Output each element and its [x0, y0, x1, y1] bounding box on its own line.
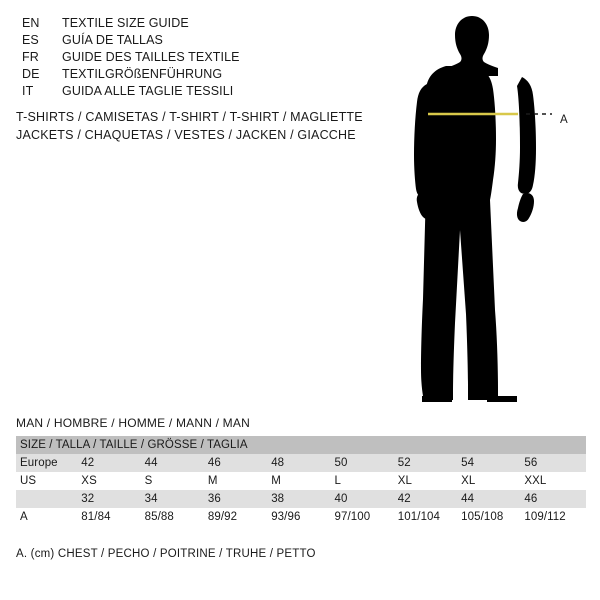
language-code: DE [22, 67, 40, 81]
table-cell: XS [79, 472, 142, 490]
table-cell: 105/108 [459, 508, 522, 526]
table-cell: 44 [459, 490, 522, 508]
table-row [16, 472, 586, 490]
language-row [22, 33, 362, 50]
language-code: IT [22, 84, 34, 98]
category-headings [16, 110, 376, 146]
table-cell: S [143, 472, 206, 490]
language-list [22, 16, 362, 101]
language-row [22, 84, 362, 101]
table-cell: 36 [206, 490, 269, 508]
table-cell: 54 [459, 454, 522, 472]
language-text: GUIDE DES TAILLES TEXTILE [62, 50, 240, 64]
table-cell: 48 [269, 454, 332, 472]
table-cell: 97/100 [332, 508, 395, 526]
language-row [22, 67, 362, 84]
language-text: TEXTILE SIZE GUIDE [62, 16, 189, 30]
language-text: GUIDA ALLE TAGLIE TESSILI [62, 84, 234, 98]
callout-label-a: A [560, 114, 569, 126]
language-code: EN [22, 16, 40, 30]
language-row [22, 16, 362, 33]
table-cell: 46 [206, 454, 269, 472]
category-jackets: JACKETS / CHAQUETAS / VESTES / JACKEN / GIACCHE [16, 128, 356, 142]
table-cell: XL [396, 472, 459, 490]
table-cell: 93/96 [269, 508, 332, 526]
table-cell: 38 [269, 490, 332, 508]
table-cell: M [206, 472, 269, 490]
size-table-section [16, 416, 586, 526]
language-text: TEXTILGRÖßENFÜHRUNG [62, 67, 223, 81]
table-cell: 50 [332, 454, 395, 472]
table-row [16, 508, 586, 526]
row-label [16, 490, 79, 508]
table-cell: 32 [79, 490, 142, 508]
table-cell: 44 [143, 454, 206, 472]
row-label: US [16, 472, 79, 490]
table-cell: 46 [522, 490, 586, 508]
table-cell: M [269, 472, 332, 490]
table-cell: XXL [522, 472, 586, 490]
table-cell: 34 [143, 490, 206, 508]
table-cell: 42 [79, 454, 142, 472]
language-text: GUÍA DE TALLAS [62, 33, 163, 47]
language-code: ES [22, 33, 39, 47]
language-code: FR [22, 50, 39, 64]
table-cell: XL [459, 472, 522, 490]
table-cell: 40 [332, 490, 395, 508]
table-cell: L [332, 472, 395, 490]
table-header-row [16, 436, 586, 454]
table-header-label: SIZE / TALLA / TAILLE / GRÖSSE / TAGLIA [16, 436, 586, 454]
language-row [22, 50, 362, 67]
table-row [16, 454, 586, 472]
row-label: Europe [16, 454, 79, 472]
table-cell: 101/104 [396, 508, 459, 526]
footnote: A. (cm) CHEST / PECHO / POITRINE / TRUHE / PETTO [16, 548, 316, 560]
table-cell: 89/92 [206, 508, 269, 526]
table-cell: 52 [396, 454, 459, 472]
table-cell: 85/88 [143, 508, 206, 526]
table-cell: 81/84 [79, 508, 142, 526]
row-label: A [16, 508, 79, 526]
body-figure [400, 8, 600, 408]
category-tshirts: T-SHIRTS / CAMISETAS / T-SHIRT / T-SHIRT / MAGLIETTE [16, 110, 363, 124]
table-row [16, 490, 586, 508]
table-cell: 56 [522, 454, 586, 472]
table-cell: 42 [396, 490, 459, 508]
male-silhouette-icon [400, 8, 600, 408]
table-cell: 109/112 [522, 508, 586, 526]
table-title: MAN / HOMBRE / HOMME / MANN / MAN [16, 416, 250, 430]
size-table [16, 436, 586, 526]
